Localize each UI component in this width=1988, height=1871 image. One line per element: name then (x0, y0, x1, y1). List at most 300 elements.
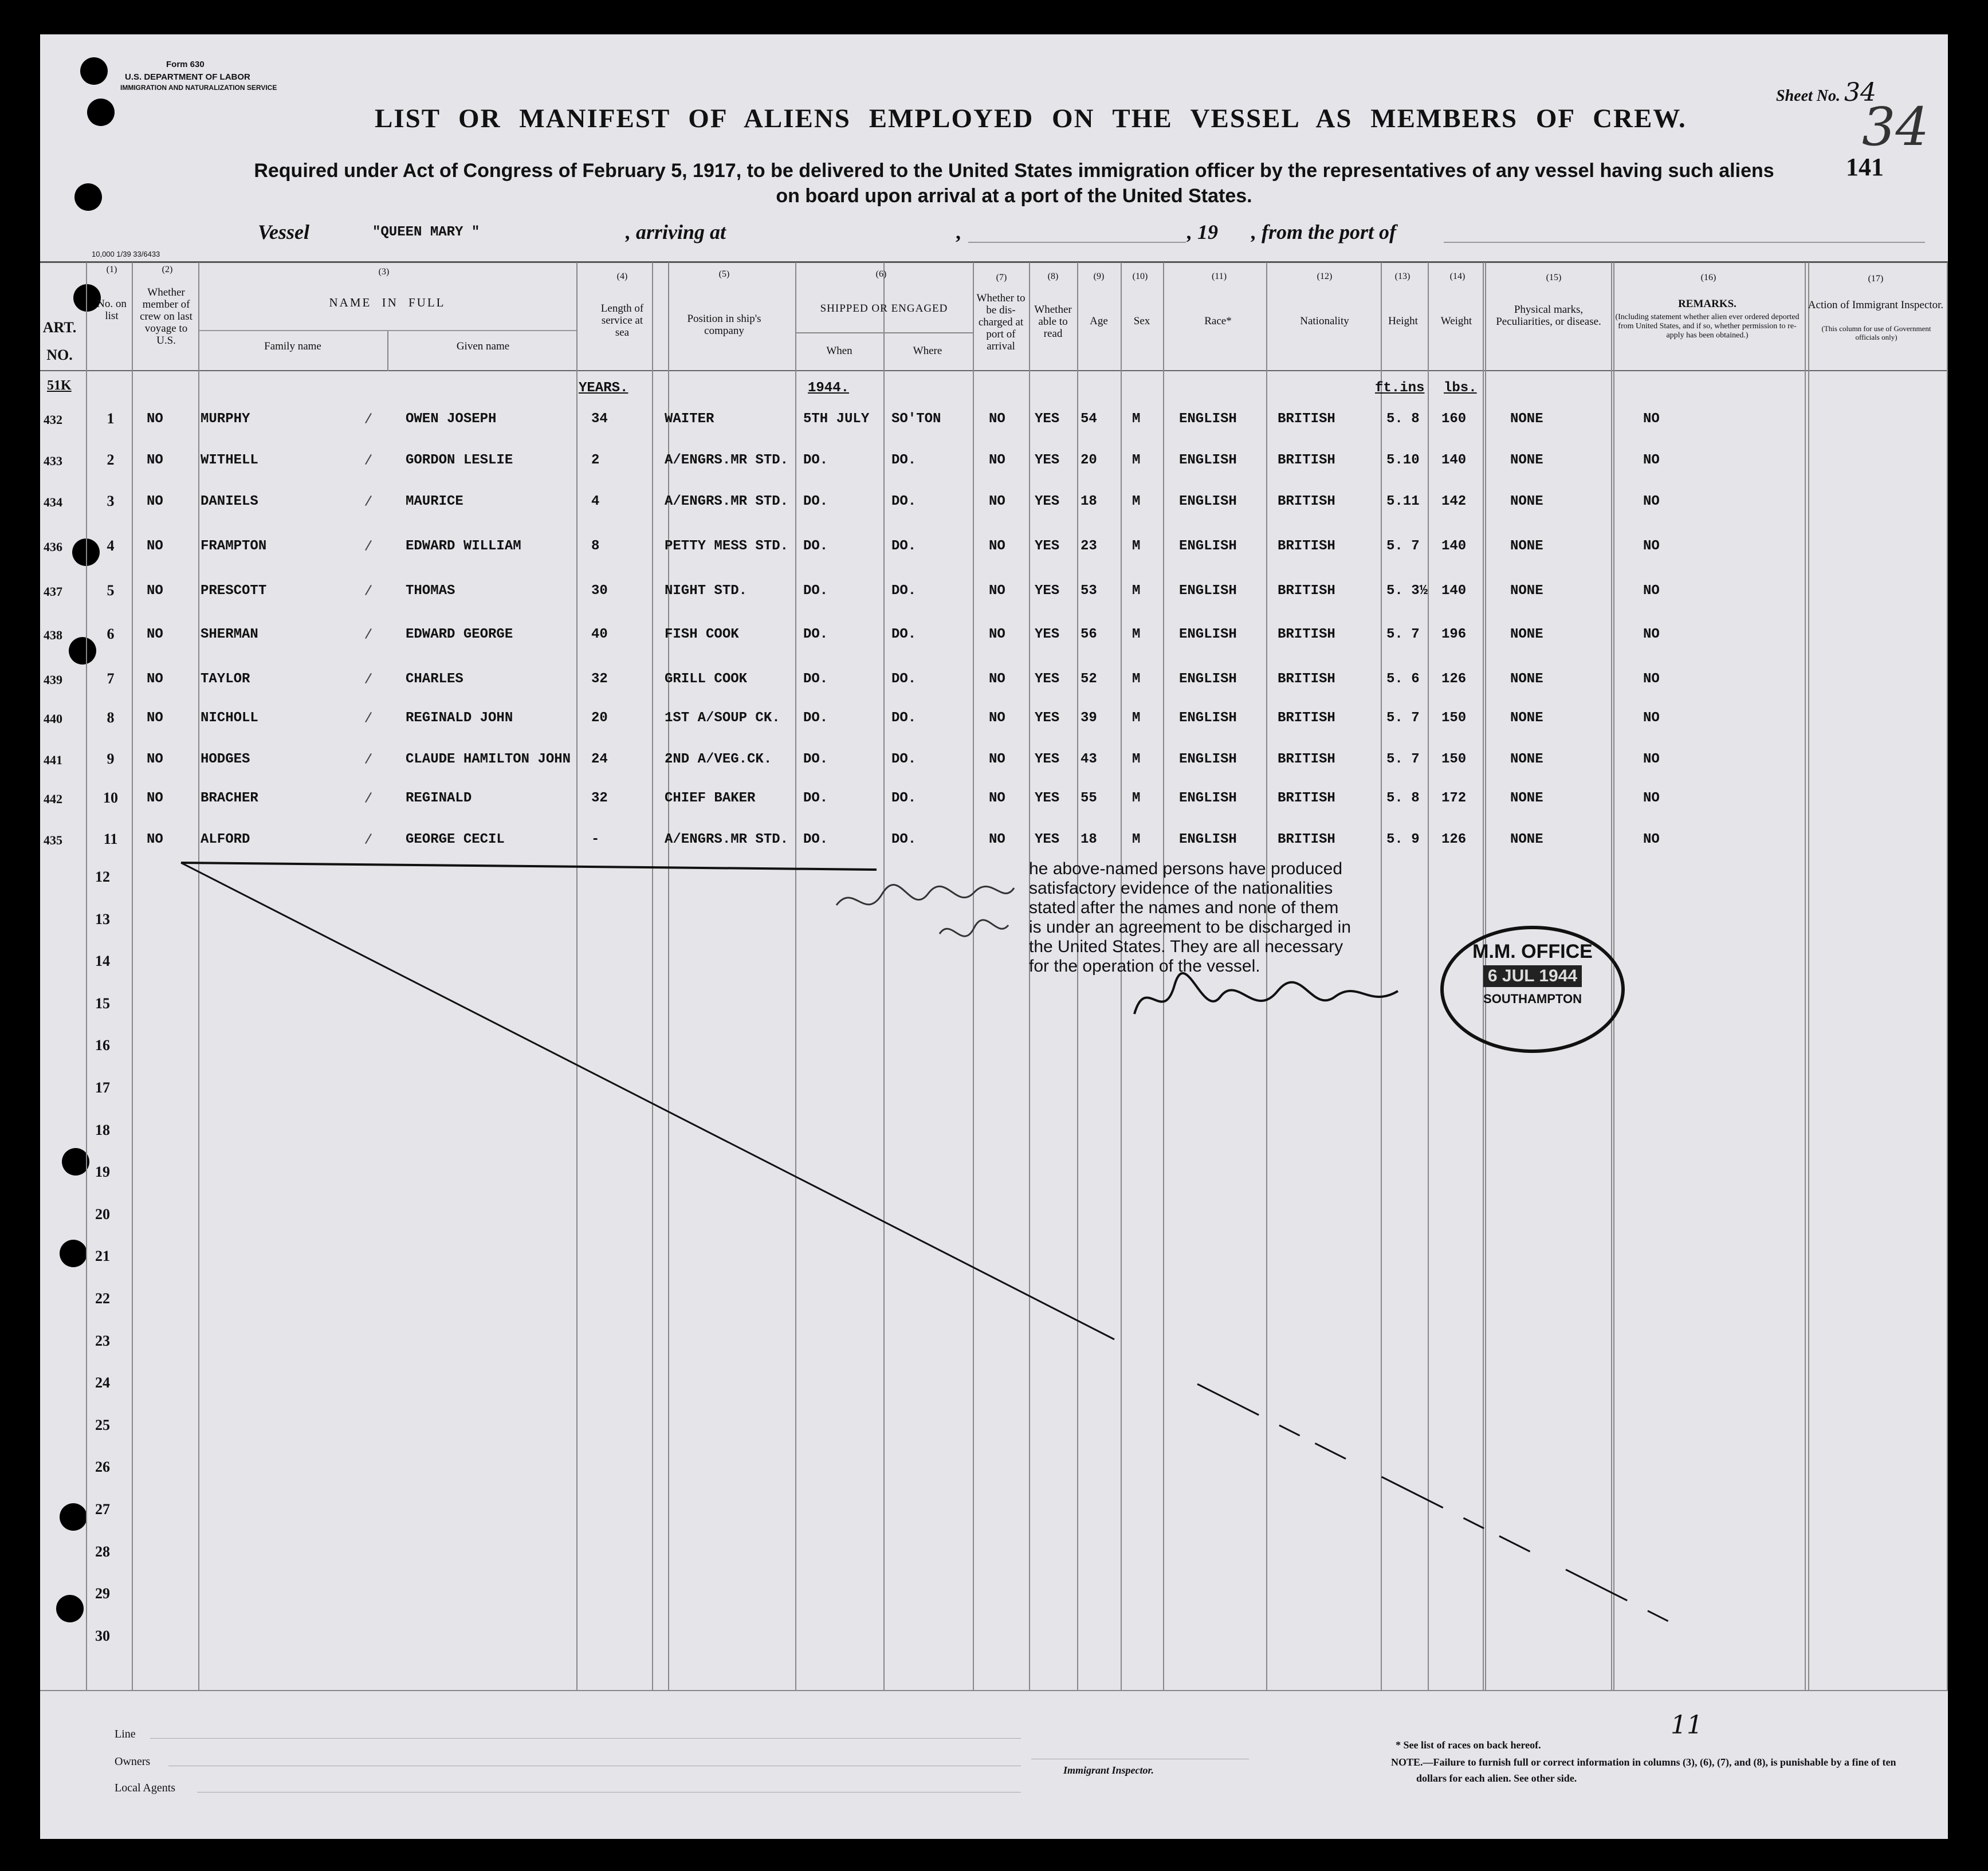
cell-position: FISH COOK (665, 627, 739, 642)
cell-position: PETTY MESS STD. (665, 538, 789, 554)
declaration-line: the United States. They are all necessary (1029, 937, 1343, 956)
cell-sex: M (1132, 494, 1141, 509)
col5-label: Position in ship's company (687, 313, 761, 337)
service-unit: YEARS. (579, 380, 628, 396)
declaration-line: for the operation of the vessel. (1029, 957, 1260, 976)
arriving-comma: , (956, 221, 961, 243)
cell-read: YES (1035, 411, 1060, 427)
col2-number: (2) (162, 265, 173, 274)
office-stamp (1440, 926, 1625, 1053)
cell-when: DO. (803, 494, 828, 509)
cell-read: YES (1035, 583, 1060, 599)
cell-where: DO. (891, 671, 917, 687)
cell-age: 20 (1081, 453, 1097, 468)
list-number: 26 (95, 1459, 110, 1476)
cell-weight: 126 (1441, 671, 1467, 687)
list-number: 27 (95, 1501, 110, 1518)
list-number: 23 (95, 1332, 110, 1349)
col3-number: (3) (378, 267, 390, 277)
col15-number: (15) (1546, 273, 1562, 282)
cell-nat: BRITISH (1278, 538, 1335, 554)
cell-marks: NONE (1510, 710, 1543, 726)
declaration-block (1029, 859, 1351, 976)
page-title: LIST OR MANIFEST OF ALIENS EMPLOYED ON THE VESSEL AS MEMBERS OF CREW. (375, 104, 1687, 133)
art-number: 438 (44, 628, 62, 642)
cell-when: DO. (803, 538, 828, 554)
col14-number: (14) (1449, 272, 1466, 281)
cell-given: CLAUDE HAMILTON JOHN (406, 752, 571, 767)
list-number: 30 (95, 1627, 110, 1644)
cell-remarks: NO (1643, 710, 1660, 726)
cell-family: WITHELL (201, 453, 258, 468)
cell-nat: BRITISH (1278, 583, 1335, 599)
cell-when: DO. (803, 710, 828, 726)
cell-race: ENGLISH (1179, 453, 1237, 468)
cell-where: DO. (891, 832, 917, 847)
cell-sex: M (1132, 832, 1141, 847)
cell-service: 8 (591, 538, 600, 554)
list-number: 8 (107, 709, 115, 726)
cell-position: CHIEF BAKER (665, 791, 756, 806)
col14-label: Weight (1440, 315, 1472, 327)
cell-when: DO. (803, 791, 828, 806)
cell-weight: 140 (1441, 453, 1467, 468)
col10-number: (10) (1132, 272, 1148, 281)
cell-read: YES (1035, 453, 1060, 468)
cell-family: BRACHER (201, 791, 258, 806)
cell-age: 54 (1081, 411, 1097, 427)
cell-disch: NO (989, 494, 1005, 509)
from-port-label: , from the port of (1251, 221, 1397, 243)
cell-where: DO. (891, 538, 917, 554)
list-number: 14 (95, 953, 110, 970)
art-number: 435 (44, 833, 62, 847)
cell-family: ALFORD (201, 832, 250, 847)
department-name: U.S. DEPARTMENT OF LABOR (125, 72, 250, 82)
fine-note: NOTE.—Failure to furnish full or correct information in columns (3), (6), (7), and (8), is punishable by a fine of ten dollars for each alien. See other side. (1391, 1756, 1896, 1784)
list-number: 28 (95, 1543, 110, 1560)
cell-nat: BRITISH (1278, 453, 1335, 468)
cell-last: NO (147, 710, 163, 726)
cell-service: 24 (591, 752, 608, 767)
art-number: 432 (44, 412, 62, 427)
list-number: 6 (107, 626, 115, 642)
list-number: 18 (95, 1121, 110, 1138)
cell-nat: BRITISH (1278, 494, 1335, 509)
cell-marks: NONE (1510, 494, 1543, 509)
list-number: 22 (95, 1290, 110, 1307)
vessel-label: Vessel (258, 221, 309, 243)
col17-note: (This column for use of Government officials only) (1821, 324, 1931, 341)
race-note: * See list of races on back hereof. (1396, 1739, 1541, 1751)
cell-race: ENGLISH (1179, 627, 1237, 642)
cell-weight: 196 (1441, 627, 1467, 642)
cell-read: YES (1035, 710, 1060, 726)
cell-weight: 150 (1441, 710, 1467, 726)
cell-given: EDWARD GEORGE (406, 627, 513, 642)
col6-number: (6) (875, 269, 887, 279)
cell-remarks: NO (1643, 627, 1660, 642)
master-signature (831, 871, 1020, 957)
list-number: 11 (103, 831, 118, 847)
cell-nat: BRITISH (1278, 791, 1335, 806)
cell-where: DO. (891, 583, 917, 599)
cell-family: HODGES (201, 752, 250, 767)
cell-where: DO. (891, 453, 917, 468)
cell-weight: 142 (1441, 494, 1467, 509)
footer-agents-field (197, 1792, 1021, 1793)
cell-given: MAURICE (406, 494, 463, 509)
cell-family: MURPHY (201, 411, 250, 427)
cell-age: 52 (1081, 671, 1097, 687)
cell-height: 5. 9 (1386, 832, 1420, 847)
cell-height: 5. 8 (1386, 791, 1420, 806)
cell-weight: 150 (1441, 752, 1467, 767)
cell-height: 5. 7 (1386, 538, 1420, 554)
cell-last: NO (147, 494, 163, 509)
cell-disch: NO (989, 538, 1005, 554)
cell-race: ENGLISH (1179, 671, 1237, 687)
art-number: 433 (44, 454, 62, 468)
col3-label: NAME IN FULL (329, 296, 446, 309)
cell-family: DANIELS (201, 494, 258, 509)
art-number: 441 (44, 753, 62, 767)
declaration-line: he above-named persons have produced (1029, 859, 1343, 878)
cell-remarks: NO (1643, 538, 1660, 554)
cell-marks: NONE (1510, 791, 1543, 806)
sheet-number: 34 (1844, 78, 1876, 107)
cell-read: YES (1035, 752, 1060, 767)
col9-label: Age (1090, 315, 1108, 327)
cell-service: 32 (591, 791, 608, 806)
col6-label: SHIPPED OR ENGAGED (820, 302, 948, 315)
list-number: 21 (95, 1248, 110, 1265)
cell-race: ENGLISH (1179, 494, 1237, 509)
cell-read: YES (1035, 494, 1060, 509)
cell-race: ENGLISH (1179, 791, 1237, 806)
cell-last: NO (147, 832, 163, 847)
list-number: 9 (107, 750, 115, 767)
list-number: 12 (95, 868, 110, 885)
cell-race: ENGLISH (1179, 583, 1237, 599)
service-name: IMMIGRATION AND NATURALIZATION SERVICE (120, 84, 277, 92)
col7-number: (7) (996, 273, 1007, 282)
declaration-line: is under an agreement to be discharged in (1029, 918, 1351, 937)
cell-read: YES (1035, 627, 1060, 642)
cell-disch: NO (989, 710, 1005, 726)
col16-label: REMARKS. (1678, 298, 1736, 310)
col8-label: Whether able to read (1034, 304, 1072, 340)
cell-weight: 172 (1441, 791, 1467, 806)
cell-age: 53 (1081, 583, 1097, 599)
cell-disch: NO (989, 411, 1005, 427)
cell-where: DO. (891, 710, 917, 726)
cell-marks: NONE (1510, 627, 1543, 642)
where-header: Where (913, 345, 942, 357)
col13-number: (13) (1394, 272, 1411, 281)
cell-given: REGINALD JOHN (406, 710, 513, 726)
cell-read: YES (1035, 538, 1060, 554)
cell-remarks: NO (1643, 832, 1660, 847)
cell-weight: 140 (1441, 583, 1467, 599)
list-number: 19 (95, 1164, 110, 1181)
cell-weight: 126 (1441, 832, 1467, 847)
cell-service: 34 (591, 411, 608, 427)
cell-race: ENGLISH (1179, 832, 1237, 847)
cell-read: YES (1035, 832, 1060, 847)
cell-race: ENGLISH (1179, 538, 1237, 554)
col2-label: Whether member of crew on last voyage to U.S. (140, 286, 192, 347)
cell-marks: NONE (1510, 671, 1543, 687)
cell-sex: M (1132, 671, 1141, 687)
cell-last: NO (147, 453, 163, 468)
stamp-date: 6 JUL 1944 (1483, 965, 1582, 987)
cell-age: 18 (1081, 494, 1097, 509)
cell-nat: BRITISH (1278, 832, 1335, 847)
handwritten-count: 11 (1671, 1711, 1703, 1740)
family-name-header: Family name (264, 340, 321, 352)
cell-position: GRILL COOK (665, 671, 748, 687)
col8-number: (8) (1047, 272, 1059, 281)
cell-given: THOMAS (406, 583, 455, 599)
cell-last: NO (147, 752, 163, 767)
cell-remarks: NO (1643, 411, 1660, 427)
footer-owners-label: Owners (115, 1755, 151, 1768)
col17-number: (17) (1868, 274, 1884, 284)
cell-when: DO. (803, 671, 828, 687)
cell-weight: 160 (1441, 411, 1467, 427)
cell-position: A/ENGRS.MR STD. (665, 832, 789, 847)
cell-when: DO. (803, 583, 828, 599)
col9-number: (9) (1093, 272, 1105, 281)
cell-marks: NONE (1510, 453, 1543, 468)
col17-label: Action of Immigrant Inspector. (1808, 299, 1944, 311)
cell-height: 5. 3½ (1386, 583, 1428, 599)
stamp-bottom-text: SOUTHAMPTON (1483, 992, 1582, 1006)
cell-age: 43 (1081, 752, 1097, 767)
cell-last: NO (147, 671, 163, 687)
cell-given: CHARLES (406, 671, 463, 687)
page-subtitle: Required under Act of Congress of February 5, 1917, to be delivered to the United States immigration officer by the representatives of any vessel having such aliens on board upon arrival at a port of the United States. (254, 160, 1774, 207)
cell-nat: BRITISH (1278, 710, 1335, 726)
col12-label: Nationality (1300, 315, 1349, 327)
when-header: When (826, 345, 852, 357)
cell-position: WAITER (665, 411, 714, 427)
cell-given: GORDON LESLIE (406, 453, 513, 468)
cell-race: ENGLISH (1179, 752, 1237, 767)
declaration-line: satisfactory evidence of the nationalities (1029, 879, 1333, 898)
list-number: 5 (107, 582, 115, 599)
given-name-header: Given name (456, 340, 510, 352)
inspector-label: Immigrant Inspector. (1063, 1764, 1154, 1776)
cell-given: EDWARD WILLIAM (406, 538, 521, 554)
cell-service: 4 (591, 494, 600, 509)
vessel-name: "QUEEN MARY " (372, 225, 480, 240)
cell-service: 32 (591, 671, 608, 687)
list-number: 25 (95, 1416, 110, 1433)
list-number: 17 (95, 1079, 110, 1096)
cell-read: YES (1035, 671, 1060, 687)
cell-disch: NO (989, 832, 1005, 847)
cell-given: REGINALD (406, 791, 472, 806)
list-number: 24 (95, 1374, 110, 1392)
cell-sex: M (1132, 791, 1141, 806)
col4-label: Length of service at sea (600, 302, 644, 339)
cell-age: 56 (1081, 627, 1097, 642)
officer-signature (1123, 968, 1409, 1031)
cell-disch: NO (989, 453, 1005, 468)
cell-nat: BRITISH (1278, 671, 1335, 687)
col4-number: (4) (616, 272, 628, 281)
cancel-line-top (181, 863, 877, 870)
footer-line-field (150, 1738, 1021, 1739)
list-number: 10 (103, 789, 118, 806)
cell-nat: BRITISH (1278, 411, 1335, 427)
col1-number: (1) (106, 265, 117, 274)
sheet-number-handwritten: 34 (1862, 96, 1930, 158)
cell-service: 30 (591, 583, 608, 599)
cell-sex: M (1132, 710, 1141, 726)
list-number: 2 (107, 451, 115, 468)
cell-disch: NO (989, 627, 1005, 642)
cell-disch: NO (989, 791, 1005, 806)
col5-number: (5) (718, 269, 730, 279)
cell-remarks: NO (1643, 791, 1660, 806)
page-number: 141 (1846, 153, 1884, 181)
cell-race: ENGLISH (1179, 411, 1237, 427)
height-unit: ft.ins (1375, 380, 1425, 396)
cell-service: 20 (591, 710, 608, 726)
cell-marks: NONE (1510, 538, 1543, 554)
cell-last: NO (147, 627, 163, 642)
shipped-year: 1944. (808, 380, 850, 396)
col10-label: Sex (1133, 315, 1150, 327)
sheet-number-label: Sheet No. (1776, 87, 1840, 105)
list-number: 4 (107, 537, 115, 554)
cell-position: A/ENGRS.MR STD. (665, 494, 789, 509)
cell-family: TAYLOR (201, 671, 250, 687)
col7-label: Whether to be dis- charged at port of arrival (976, 292, 1026, 352)
cell-age: 55 (1081, 791, 1097, 806)
cell-where: DO. (891, 627, 917, 642)
cell-height: 5. 8 (1386, 411, 1420, 427)
cell-height: 5. 7 (1386, 752, 1420, 767)
print-code: 10,000 1/39 33/6433 (92, 250, 160, 258)
art-no-header: ART. NO. (42, 319, 77, 363)
cell-sex: M (1132, 411, 1141, 427)
cell-last: NO (147, 583, 163, 599)
cell-height: 5.11 (1386, 494, 1420, 509)
list-number: 16 (95, 1037, 110, 1054)
cell-where: DO. (891, 752, 917, 767)
cell-given: OWEN JOSEPH (406, 411, 497, 427)
cell-position: A/ENGRS.MR STD. (665, 453, 789, 468)
cell-marks: NONE (1510, 583, 1543, 599)
art-series: 51K (47, 378, 72, 393)
cell-age: 18 (1081, 832, 1097, 847)
weight-unit: lbs. (1444, 380, 1477, 396)
cancel-line-diagonal-dashed (1197, 1384, 1673, 1624)
cell-family: NICHOLL (201, 710, 258, 726)
form-number: Form 630 (166, 60, 205, 69)
col1-label: No. on list (97, 298, 127, 322)
cell-when: 5TH JULY (803, 411, 870, 427)
cell-last: NO (147, 411, 163, 427)
cell-race: ENGLISH (1179, 710, 1237, 726)
col16-number: (16) (1700, 273, 1716, 282)
list-number: 20 (95, 1205, 110, 1223)
cell-marks: NONE (1510, 832, 1543, 847)
cell-sex: M (1132, 752, 1141, 767)
cell-marks: NONE (1510, 411, 1543, 427)
art-number: 442 (44, 792, 62, 806)
cell-last: NO (147, 538, 163, 554)
stamp-top-text: M.M. OFFICE (1472, 941, 1593, 962)
cell-remarks: NO (1643, 583, 1660, 599)
cell-when: DO. (803, 752, 828, 767)
cell-weight: 140 (1441, 538, 1467, 554)
cell-service: - (591, 832, 600, 847)
cell-sex: M (1132, 538, 1141, 554)
footer-agents-label: Local Agents (115, 1782, 176, 1794)
cell-family: PRESCOTT (201, 583, 267, 599)
cell-position: NIGHT STD. (665, 583, 748, 599)
list-number: 3 (107, 493, 115, 509)
col15-label: Physical marks, Peculiarities, or disease. (1496, 304, 1601, 328)
cell-remarks: NO (1643, 453, 1660, 468)
cell-height: 5.10 (1386, 453, 1420, 468)
cell-remarks: NO (1643, 752, 1660, 767)
cell-position: 2ND A/VEG.CK. (665, 752, 772, 767)
cell-remarks: NO (1643, 494, 1660, 509)
year-label: , 19 (1187, 221, 1218, 243)
cell-marks: NONE (1510, 752, 1543, 767)
cell-service: 2 (591, 453, 600, 468)
col13-label: Height (1388, 315, 1418, 327)
cell-height: 5. 6 (1386, 671, 1420, 687)
cell-read: YES (1035, 791, 1060, 806)
footer-line-label: Line (115, 1728, 136, 1740)
cell-remarks: NO (1643, 671, 1660, 687)
declaration-line: stated after the names and none of them (1029, 898, 1339, 917)
art-number: 434 (44, 495, 62, 509)
cell-given: GEORGE CECIL (406, 832, 505, 847)
cell-age: 23 (1081, 538, 1097, 554)
cell-disch: NO (989, 671, 1005, 687)
art-number: 436 (44, 540, 62, 554)
art-number: 440 (44, 712, 62, 726)
art-number: 437 (44, 584, 62, 599)
col11-label: Race* (1204, 315, 1232, 327)
cell-position: 1ST A/SOUP CK. (665, 710, 780, 726)
cell-nat: BRITISH (1278, 752, 1335, 767)
cell-disch: NO (989, 583, 1005, 599)
cell-family: FRAMPTON (201, 538, 267, 554)
cell-disch: NO (989, 752, 1005, 767)
cell-where: SO'TON (891, 411, 941, 427)
list-number: 7 (107, 670, 115, 687)
col12-number: (12) (1317, 272, 1333, 281)
cell-sex: M (1132, 453, 1141, 468)
cell-last: NO (147, 791, 163, 806)
list-number: 15 (95, 995, 110, 1012)
cell-sex: M (1132, 627, 1141, 642)
cell-where: DO. (891, 494, 917, 509)
list-number: 29 (95, 1585, 110, 1602)
cell-age: 39 (1081, 710, 1097, 726)
cell-when: DO. (803, 627, 828, 642)
list-number: 13 (95, 910, 110, 927)
